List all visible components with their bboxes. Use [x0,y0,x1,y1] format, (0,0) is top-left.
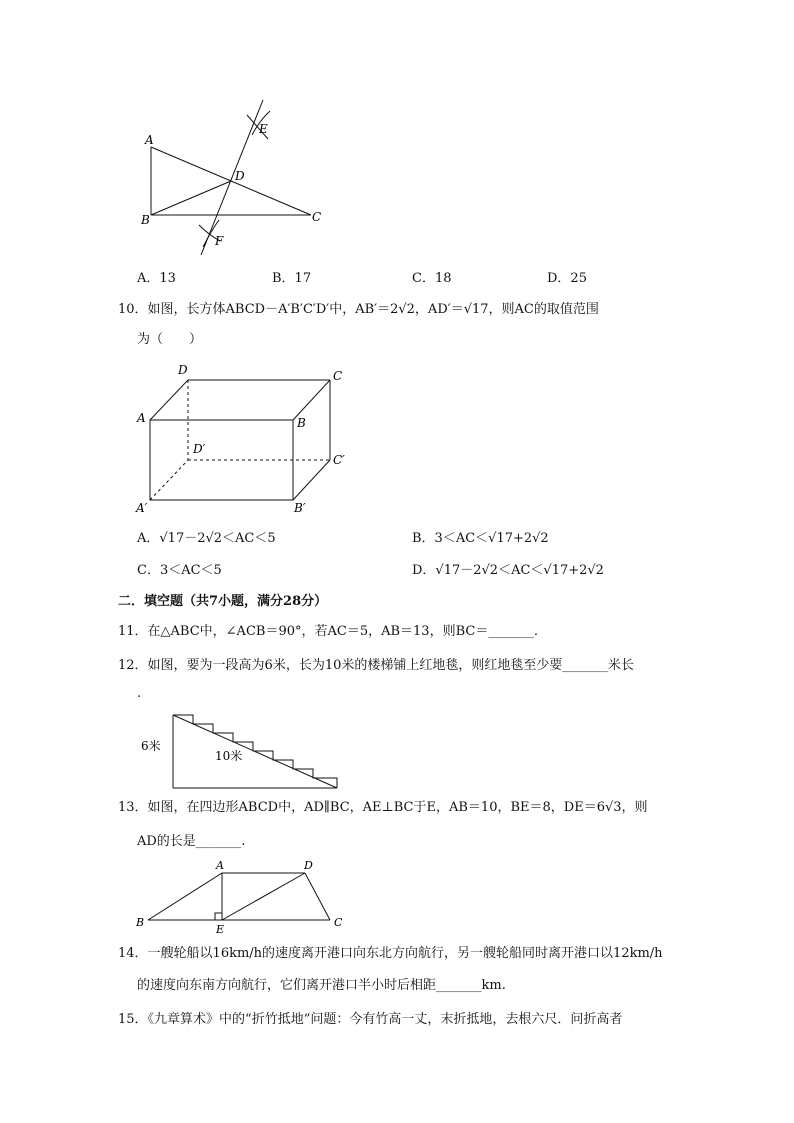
label-c: C [334,916,343,929]
q13-quadrilateral-figure [130,858,355,938]
hidden-edge-a1d1 [150,460,188,500]
label-b: B [136,916,145,929]
label-f: F [215,234,224,248]
label-a: A [216,859,224,872]
q10-option-a[interactable]: A．√17－2√2＜AC＜5 [137,531,276,546]
label-height: 6米 [141,739,161,753]
q14-question-line1: 14．一艘轮船以16km/h的速度离开港口向东北方向航行，另一艘轮船同时离开港口以12km/h [118,946,663,961]
edge-bc [293,380,330,420]
label-e: E [259,122,268,136]
label-d1: D′ [193,442,206,456]
q10-cuboid-figure [130,360,360,515]
q14-question-line2: 的速度向东南方向航行，它们离开港口半小时后相距_______km. [137,978,506,993]
label-a: A [145,133,154,147]
label-b: B [141,213,150,227]
section-title-fill-in: 二．填空题（共7小题，满分28分） [118,594,328,609]
segment-ab [148,873,222,920]
segment-de [222,873,305,920]
edge-b1c1 [293,460,330,500]
label-e: E [216,923,225,936]
q13-question-line1: 13．如图，在四边形ABCD中，AD∥BC，AE⊥BC于E，AB＝10，BE＝8，DE＝6√3，则 [118,800,648,815]
q10-question-line2: 为（ ） [137,332,203,347]
q9-option-d[interactable]: D．25 [547,271,587,286]
label-b1: B′ [294,501,306,515]
label-d: D [304,859,313,872]
label-c1: C′ [333,453,345,467]
edge-ad [150,380,188,420]
q12-question-line1: 12．如图，要为一段高为6米，长为10米的楼梯铺上红地毯，则红地毯至少要_______米长 [118,658,634,673]
q12-question-line2: . [137,686,142,701]
q10-option-d[interactable]: D．√17－2√2＜AC＜√17+2√2 [412,563,604,578]
q10-option-c[interactable]: C．3＜AC＜5 [137,563,222,578]
label-d: D [178,363,188,377]
label-c: C [312,210,322,224]
q15-question-line1: 15．《九章算术》中的“折竹抵地”问题：今有竹高一丈，末折抵地，去根六尺．问折高者 [118,1012,623,1027]
label-a: A [137,411,146,425]
right-angle-mark [215,913,222,920]
q10-option-b[interactable]: B．3＜AC＜√17+2√2 [412,531,549,546]
q13-question-line2: AD的长是_______. [137,834,246,849]
label-b: B [297,416,306,430]
q10-question-line1: 10．如图，长方体ABCD－A′B′C′D′中，AB′＝2√2，AD′＝√17，则AC的取值范围 [118,302,599,317]
q9-option-c[interactable]: C．18 [412,271,452,286]
q9-option-a[interactable]: A．13 [137,271,176,286]
q11-question: 11．在△ABC中，∠ACB＝90°，若AC＝5，AB＝13，则BC＝_______. [118,624,538,639]
label-c: C [333,369,343,383]
q9-figure [135,95,345,260]
label-a1: A′ [136,501,148,515]
label-length: 10米 [215,749,243,763]
label-d: D [235,169,245,183]
front-face [150,420,293,500]
q12-stairs-figure [135,710,345,792]
q9-option-b[interactable]: B．17 [272,271,312,286]
segment-dc [305,873,330,920]
